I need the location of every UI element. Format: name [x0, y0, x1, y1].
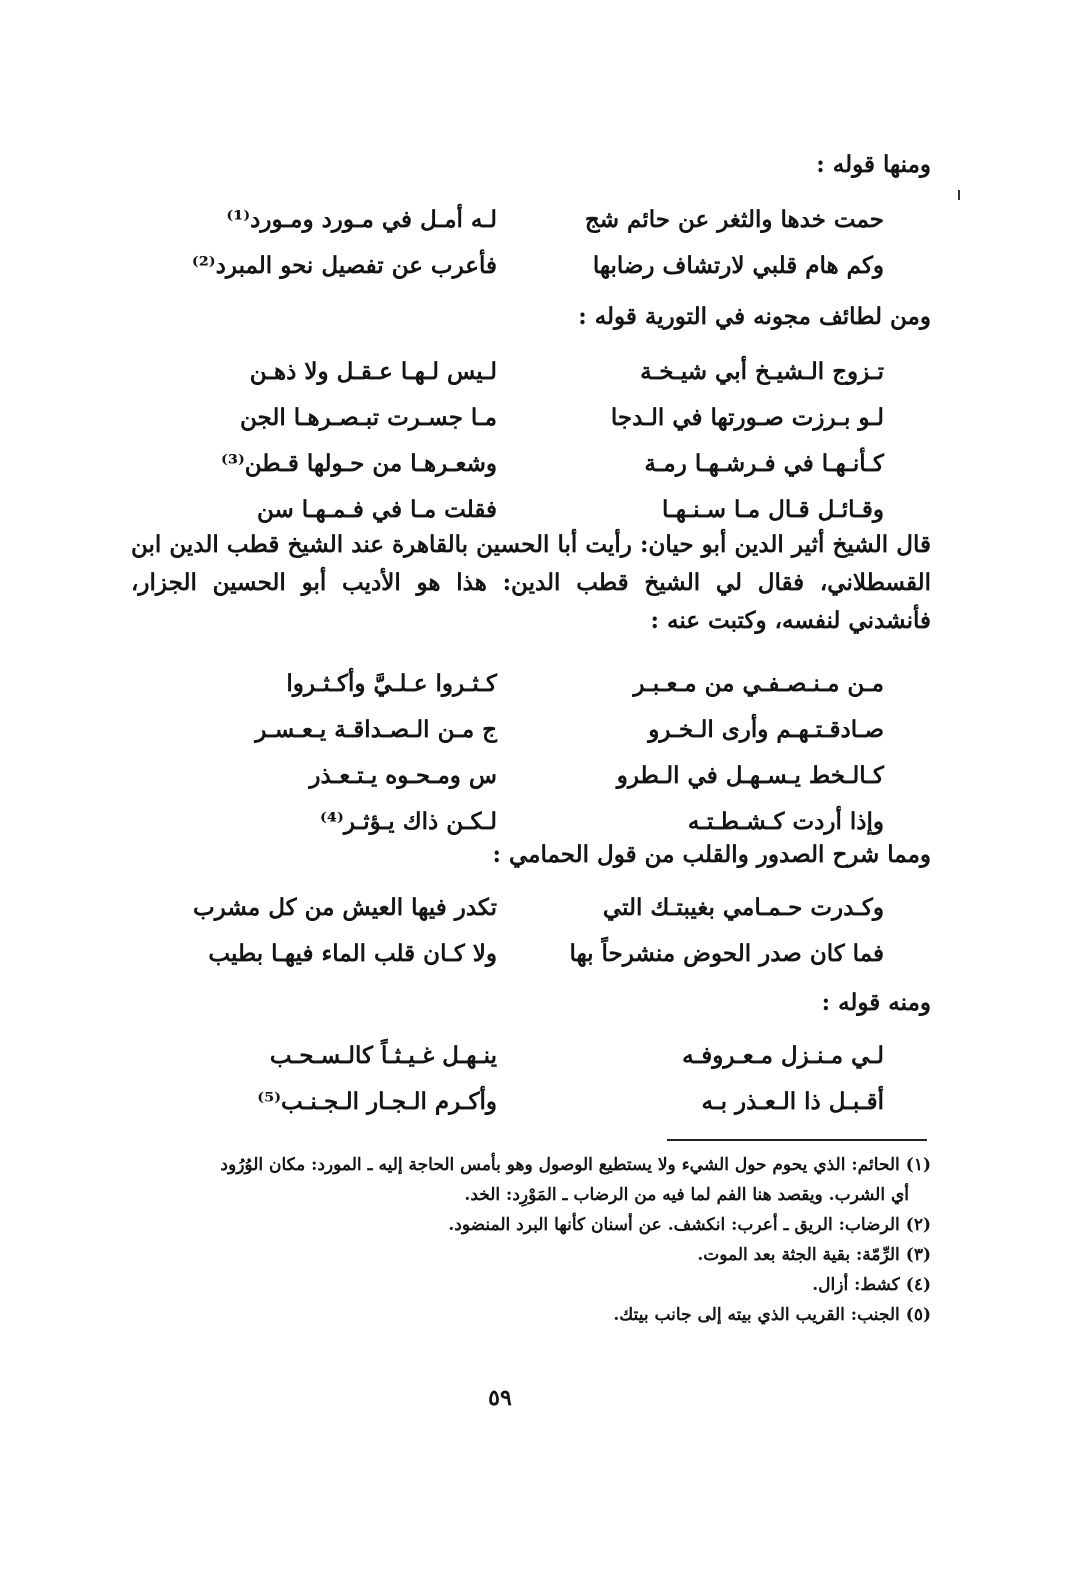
hemistich-first: فما كان صدر الحوض منشرحاً بها	[569, 940, 884, 967]
page-number: ٥٩	[488, 1385, 512, 1411]
hemistich-first: وكـدرت حـمـامي بغيبتـك التي	[602, 894, 884, 921]
verse	[0, 1082, 1079, 1128]
poem-1	[0, 200, 1079, 292]
poem-2	[0, 352, 1079, 536]
intro-1: ومنها قوله :	[816, 151, 931, 178]
hemistich-first: وإذا أردت كـشـطـتـه	[687, 808, 884, 835]
footnote-text: أي الشرب. ويقصد هنا الفم لما فيه من الرضاب ـ المَوْرِد: الخد.	[464, 1185, 909, 1205]
hemistich-second: تكدر فيها العيش من كل مشرب	[193, 894, 497, 921]
footnote-number: (٢)	[905, 1215, 931, 1235]
footnote	[131, 1240, 931, 1270]
hemistich-second: لـكـن ذاك يـؤثـر⁽⁴⁾	[320, 808, 497, 835]
intro-2: ومن لطائف مجونه في التورية قوله :	[578, 303, 931, 330]
poem-4	[0, 888, 1079, 980]
verse	[0, 352, 1079, 398]
footnote-text: الجنب: القريب الذي بيته إلى جانب بيتك.	[613, 1305, 900, 1325]
hemistich-first: أقـبـل ذا الـعـذر بـه	[701, 1088, 884, 1115]
hemistich-first: حمت خدها والثغر عن حائم شج	[584, 206, 884, 233]
hemistich-first: مـن مـنـصـفـي من مـعـبـر	[633, 670, 884, 697]
hemistich-first: لـو بـرزت صـورتها في الـدجا	[610, 404, 884, 431]
ink-speck	[958, 190, 960, 200]
verse	[0, 710, 1079, 756]
hemistich-second: ينـهـل غـيـثـاً كالـسـحـب	[269, 1042, 497, 1069]
footnote	[131, 1300, 931, 1330]
verse	[0, 664, 1079, 710]
footnote	[131, 1150, 931, 1180]
hemistich-first: كـأنـهـا في فـرشـهـا رمـة	[644, 450, 884, 477]
intro-3: ومما شرح الصدور والقلب من قول الحمامي :	[492, 841, 931, 868]
verse	[0, 200, 1079, 246]
footnote-text: الحائم: الذي يحوم حول الشيء ولا يستطيع الوصول وهو بأمس الحاجة إليه ـ المورد: مكان الوُرُود	[220, 1155, 900, 1175]
prose-paragraph: قال الشيخ أثير الدين أبو حيان: رأيت أبا الحسين بالقاهرة عند الشيخ قطب الدين ابن القسطلاني، فقال لي الشيخ قطب الدين: هذا هو الأديب أبو الحسين الجزار، فأنشدني لنفسه، وكتبت عنه :	[131, 531, 932, 634]
intro-4: ومنه قوله :	[821, 989, 931, 1016]
hemistich-second: ولا كـان قلب الماء فيهـا بطيب	[208, 940, 497, 967]
hemistich-second: وشعـرهـا من حـولها قـطن⁽³⁾	[221, 450, 497, 477]
footnote-number: (٤)	[905, 1275, 931, 1295]
footnote-divider	[667, 1139, 927, 1141]
hemistich-first: لـي مـنـزل مـعـروفـه	[682, 1042, 884, 1069]
hemistich-second: ج مـن الـصـداقـة يـعـسـر	[255, 716, 497, 743]
hemistich-second: مـا جسـرت تبـصـرهـا الجن	[240, 404, 497, 431]
poem-3	[0, 664, 1079, 848]
hemistich-second: فأعرب عن تفصيل نحو المبرد⁽²⁾	[191, 252, 497, 279]
footnote-text: كشط: أزال.	[812, 1275, 900, 1295]
verse	[0, 1036, 1079, 1082]
footnote-text: الرضاب: الريق ـ أعرب: انكشف. عن أسنان كأنها البرد المنضود.	[448, 1215, 900, 1235]
footnote-number: (٣)	[905, 1245, 931, 1265]
verse	[0, 934, 1079, 980]
hemistich-second: كـثـروا عـلـيَّ وأكـثـروا	[286, 670, 497, 697]
hemistich-first: تـزوج الـشيـخ أبي شيـخـة	[640, 358, 884, 385]
hemistich-first: صـادقـتـهـم وأرى الـخـرو	[648, 716, 884, 743]
footnote	[131, 1210, 931, 1240]
footnote-continuation	[131, 1180, 931, 1210]
poem-5	[0, 1036, 1079, 1128]
footnote-number: (٥)	[905, 1305, 931, 1325]
hemistich-first: وكم هام قلبي لارتشاف رضابها	[592, 252, 884, 279]
hemistich-second: لـيس لـهـا عـقـل ولا ذهـن	[249, 358, 497, 385]
footnote-number: (١)	[905, 1155, 931, 1175]
hemistich-second: لـه أمـل في مـورد ومـورد⁽¹⁾	[226, 206, 497, 233]
verse	[0, 444, 1079, 490]
footnote-text: الرِّمّة: بقية الجثة بعد الموت.	[697, 1245, 900, 1265]
verse	[0, 246, 1079, 292]
hemistich-second: س ومـحـوه يـتـعـذر	[309, 762, 497, 789]
verse	[0, 888, 1079, 934]
footnote	[131, 1270, 931, 1300]
hemistich-first: وقـائـل قـال مـا سـنـهـا	[662, 496, 884, 523]
verse	[0, 398, 1079, 444]
hemistich-first: كـالـخط يـسـهـل في الـطرو	[616, 762, 884, 789]
verse	[0, 756, 1079, 802]
footnotes	[131, 1150, 931, 1330]
hemistich-second: وأكـرم الـجـار الـجـنـب⁽⁵⁾	[257, 1088, 497, 1115]
hemistich-second: فقلت مـا في فـمـهـا سن	[257, 496, 497, 523]
